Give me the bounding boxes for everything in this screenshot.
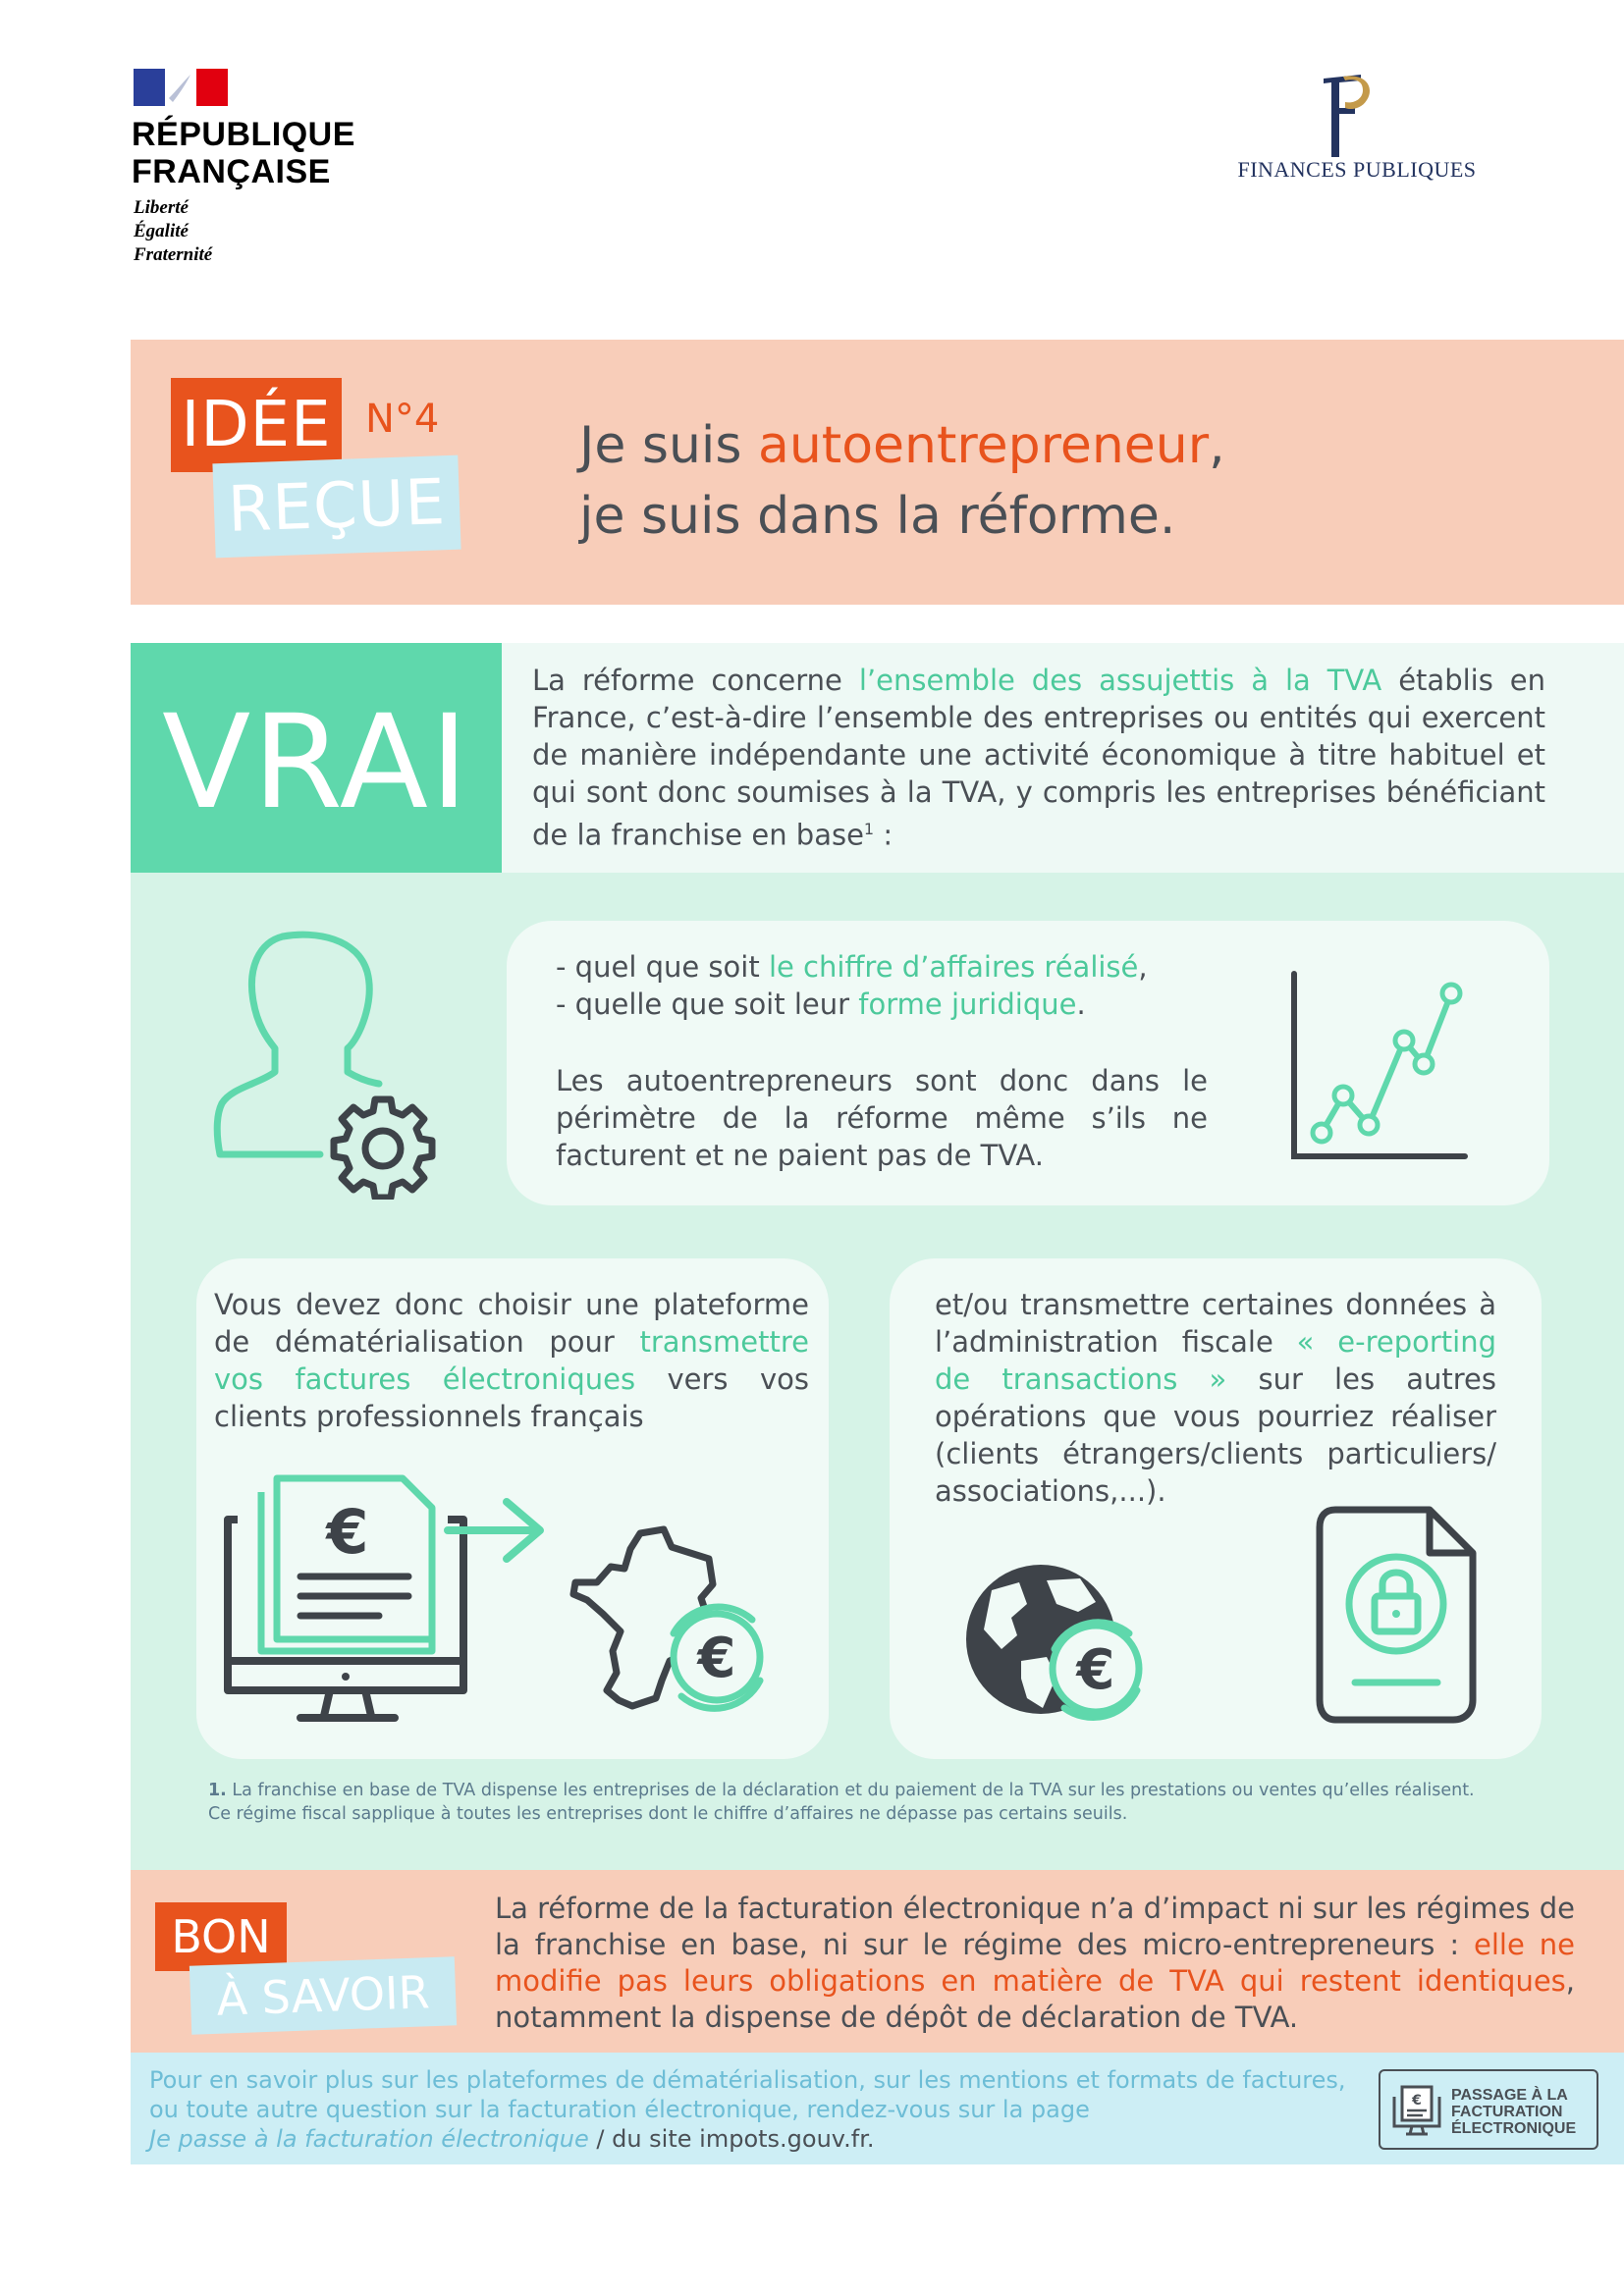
idee-number: N°4 xyxy=(365,397,440,442)
recue-label: REÇUE xyxy=(212,455,460,559)
footnote: 1. La franchise en base de TVA dispense les entreprises de la déclaration et du paiement de la TVA sur les prestations ou ventes qu’elles réalisent. Ce régime fiscal sapplique à toutes les entreprises dont le chiffre d’affaires ne dépasse pas certains seuils. xyxy=(208,1781,1475,1824)
svg-text:€: € xyxy=(326,1496,369,1568)
idee-label: IDÉE xyxy=(171,378,342,472)
globe-euro-icon xyxy=(962,1561,1159,1728)
user-gear-icon xyxy=(210,925,456,1200)
card3-text: et/ou transmettre certaines données à l’administration fiscale « e-reporting de transactions » sur les autres opérations que vous pourriez réaliser (clients étrangers/clients particuliers/ associations,...). xyxy=(935,1288,1496,1508)
republique-francaise-title: RÉPUBLIQUE FRANÇAISE xyxy=(132,116,355,190)
republique-motto: Liberté Égalité Fraternité xyxy=(134,197,213,265)
badge-label: PASSAGE À LA FACTURATION ÉLECTRONIQUE xyxy=(1451,2087,1577,2137)
info-text: Pour en savoir plus sur les plateformes de dématérialisation, sur les mentions et formats de factures, ou toute autre question sur la facturation électronique, rendez-vous sur la page Je passe à la facturation électronique / du site impots.gouv.fr. xyxy=(149,2066,1346,2153)
marianne-flag-logo xyxy=(134,69,228,106)
a-savoir-label: À SAVOIR xyxy=(189,1956,457,2034)
svg-text:€: € xyxy=(1412,2093,1422,2109)
bon-label: BON xyxy=(155,1902,287,1971)
svg-text:€: € xyxy=(697,1627,736,1690)
svg-text:€: € xyxy=(1076,1638,1115,1702)
growth-chart-icon xyxy=(1286,968,1469,1164)
vrai-label: VRAI xyxy=(162,687,470,838)
info-page-link[interactable]: Je passe à la facturation électronique xyxy=(149,2125,589,2153)
card2-text: Vous devez donc choisir une plateforme de dématérialisation pour transmettre vos factures électroniques vers vos clients professionnels français xyxy=(214,1288,809,1433)
bon-a-savoir-text: La réforme de la facturation électronique n’a d’impact ni sur les régimes de la franchise en base, ni sur le régime des micro-entrepreneurs : elle ne modifie pas leurs obligations en matière de TVA qui restent identiques, notamment la dispense de dépôt de déclaration de TVA. xyxy=(495,1892,1575,2034)
finances-publiques-logo xyxy=(1316,65,1375,163)
card1-bullets: - quel que soit le chiffre d’affaires réalisé, - quelle que soit leur forme juridique. xyxy=(556,950,1148,1021)
locked-document-icon xyxy=(1316,1506,1477,1724)
page-headline: Je suis autoentrepreneur, je suis dans la réforme. xyxy=(579,416,1225,546)
monitor-invoice-icon xyxy=(222,1474,467,1724)
impots-site-link[interactable]: impots.gouv.fr. xyxy=(699,2125,875,2153)
card1-paragraph: Les autoentrepreneurs sont donc dans le périmètre de la réforme même s’ils ne facturent et ne paient pas de TVA. xyxy=(556,1064,1208,1172)
finances-publiques-text: FINANCES PUBLIQUES xyxy=(1237,157,1477,182)
invoice-badge-icon xyxy=(1390,2083,1443,2136)
vrai-paragraph: La réforme concerne l’ensemble des assujettis à la TVA établis en France, c’est-à-dire l’ensemble des entreprises ou entités qui exercent de manière indépendante une activité économique à titre habituel et qui sont donc soumises à la TVA, y compris les entreprises bénéficiant de la franchise en base$^1$ : xyxy=(532,664,1545,852)
france-euro-icon xyxy=(566,1525,782,1720)
arrow-right-icon xyxy=(444,1496,546,1565)
